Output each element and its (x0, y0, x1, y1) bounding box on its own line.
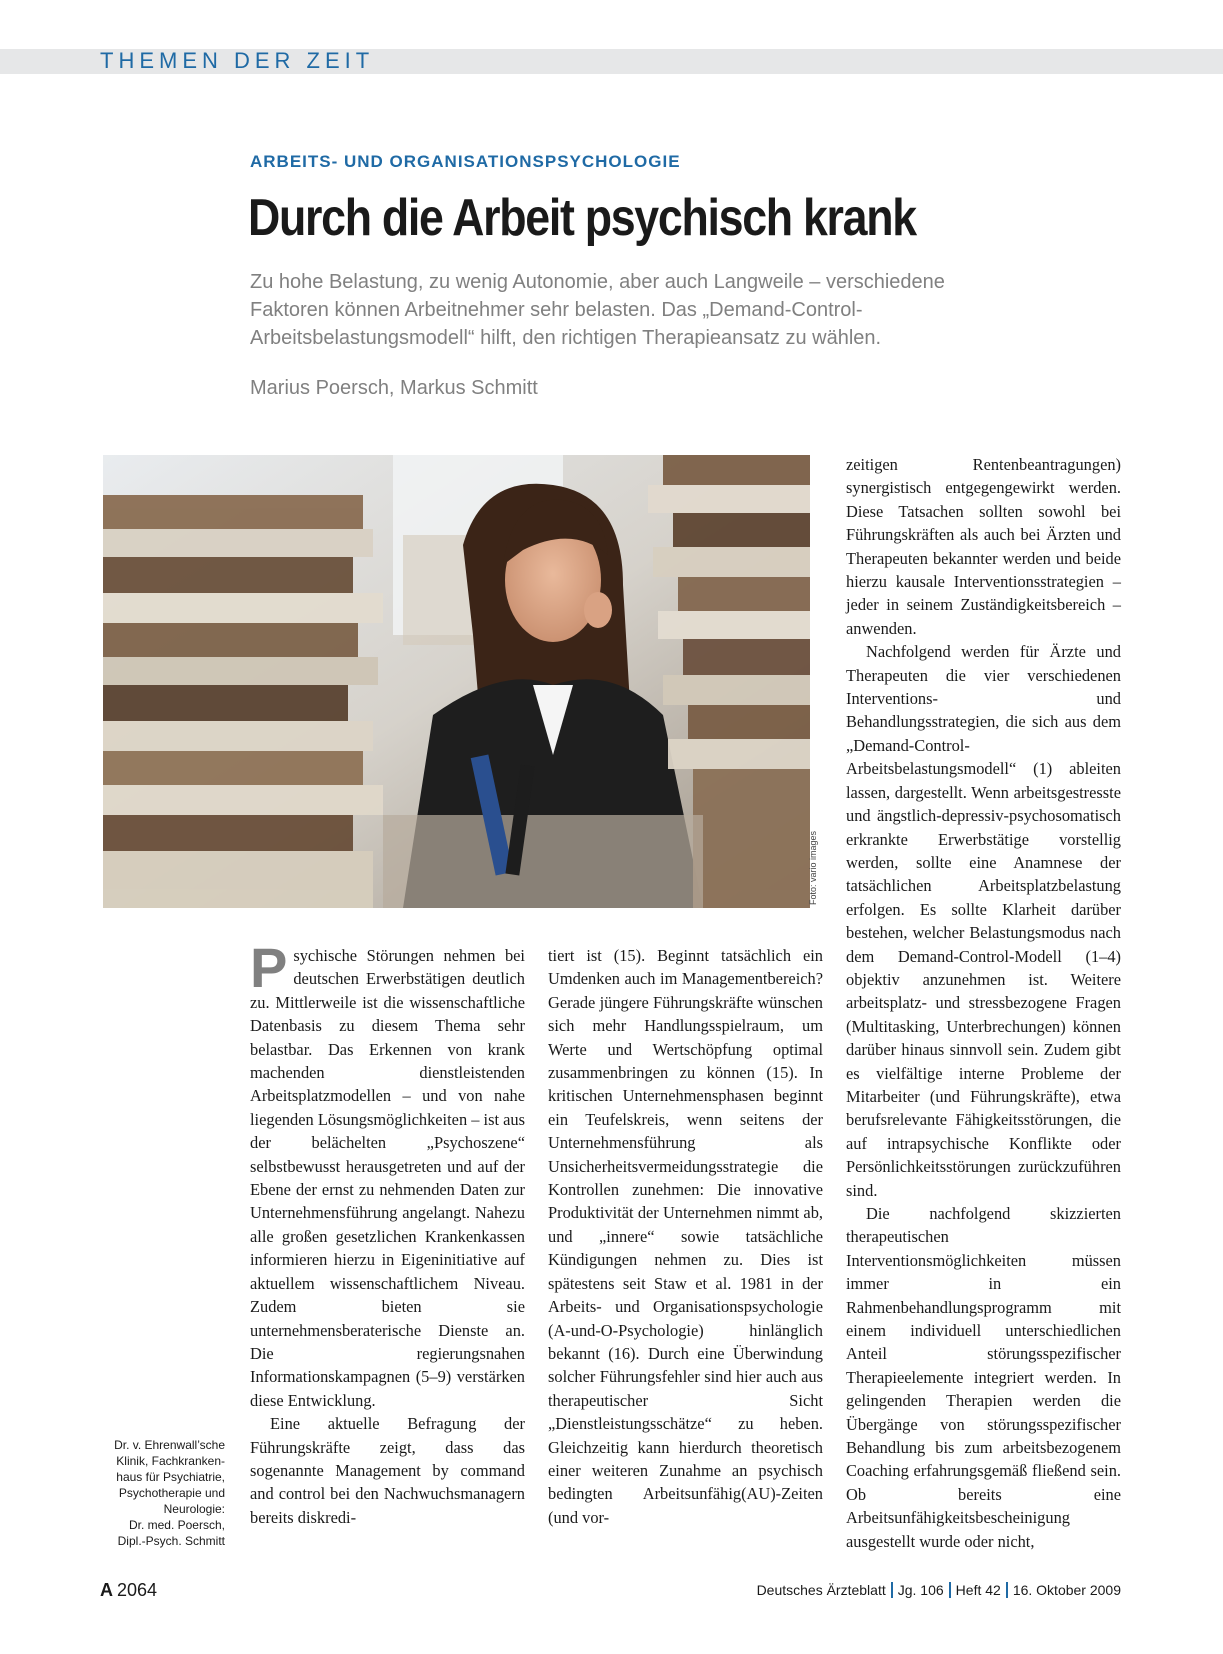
footer-divider (949, 1582, 951, 1598)
paragraph: tiert ist (15). Beginnt tatsächlich ein Umdenken auch im Managementbereich? Gerade jüngere Führungskräfte wünschen sich mehr Handlungsspielraum, um Werte und Wertschöpfung optimal zusammenbringen zu können (15). In kritischen Unternehmensphasen beginnt ein Teufelskreis, wenn seitens der Unternehmensführung als Unsicherheitsvermeidungsstrategie die Kontrollen zunehmen: Die innovative Produktivität der Unternehmen nimmt ab, und „innere“ sowie tatsächliche Kündigungen nehmen zu. Dies ist spätestens seit Staw et al. 1981 in der Arbeits- und Organisationspsychologie (A-und-O-Psychologie) hinlänglich bekannt (16). Durch eine Überwindung solcher Führungsfehler sind hier auch aus therapeutischer Sicht „Dienstleistungsschätze“ zu heben. Gleichzeitig kann hierdurch theoretisch einer weiteren Zunahme an psychisch bedingten Arbeitsunfähig(AU)-Zeiten (und vor- (548, 946, 823, 1527)
deck-line: Faktoren können Arbeitnehmer sehr belasten. Das „Demand-Control- (250, 299, 863, 321)
office-photo-illustration (103, 455, 810, 908)
dropcap: P (250, 936, 288, 999)
journal-volume: Jg. 106 (897, 1582, 944, 1598)
footer-divider (1006, 1582, 1008, 1598)
article-authors: Marius Poersch, Markus Schmitt (250, 377, 538, 399)
journal-name: Deutsches Ärzteblatt (756, 1582, 886, 1598)
paragraph: Nachfolgend werden für Ärzte und Therapeuten die vier verschiedenen Interventions- und Behandlungsstrategien, die sich aus dem „Demand-Control-Arbeitsbelastungsmodell“ (1) ableiten lassen, dargestellt. Wenn arbeitsgestresste und ängstlich-depressiv-psychosomatisch erkrankte Erwerbstätige vorstellig werden, sollte eine Anamnese der tatsächlichen Arbeitsplatzbelastung erfolgen. Es sollte Klarheit darüber bestehen, welcher Belastungsmodus nach dem Demand-Control-Modell (1–4) objektiv anzunehmen ist. Weitere arbeitsplatz- und stressbezogene Fragen (Multitasking, Unterbrechungen) können darüber hinaus sinnvoll sein. Zudem gibt es vielfältige interne Probleme der Mitarbeiter (und Führungskräfte), etwa berufsrelevante Fähigkeitsstörungen, die auf intrapsychische Konflikte oder Persönlichkeitsstörungen zurückzuführen sind. (846, 642, 1121, 1200)
affiliation-line: Klinik, Fachkranken- (116, 1454, 225, 1468)
affiliation-line: haus für Psychiatrie, (116, 1470, 225, 1484)
affiliation-line: Psychotherapie und (118, 1486, 225, 1500)
paragraph: Die nachfolgend skizzierten therapeutischen Interventionsmöglichkeiten müssen immer in ein Rahmenbehandlungsprogramm mit einem individuell unterschiedlichen Anteil störungsspezifischer Therapieelemente integriert werden. In gelingenden Therapien werden die Übergänge von störungsspezifischer Behandlung bis zum arbeitsbezogenem Coaching erfahrungsgemäß fließend sein. Ob bereits eine Arbeitsunfähigkeitsbescheinigung ausgestellt wurde oder nicht, (846, 1204, 1121, 1551)
journal-footer (757, 1582, 1121, 1598)
affiliation-line: Dr. v. Ehrenwall’sche (114, 1438, 225, 1452)
article-title: Durch die Arbeit psychisch krank (248, 189, 916, 247)
deck-line: Arbeitsbelastungsmodell“ hilft, den richtigen Therapieansatz zu wählen. (250, 327, 882, 349)
article-kicker: ARBEITS- UND ORGANISATIONSPSYCHOLOGIE (250, 152, 681, 171)
text-column-2 (548, 944, 823, 1529)
author-affiliation (90, 1437, 225, 1549)
affiliation-line: Dr. med. Poersch, (128, 1518, 225, 1532)
journal-date: 16. Oktober 2009 (1012, 1582, 1121, 1598)
page-prefix: A (100, 1580, 113, 1600)
affiliation-line: Neurologie: (163, 1502, 225, 1516)
page-number-value: 2064 (117, 1580, 158, 1600)
paragraph: zeitigen Rentenbeantragungen) synergistisch entgegengewirkt werden. Diese Tatsachen sollten sowohl bei Führungskräften als auch bei Ärzten und Therapeuten bekannter werden und beide hierzu kausale Interventionsstrategien – jeder in seinem Zuständigkeitsbereich – anwenden. (846, 455, 1121, 638)
deck-line: Zu hohe Belastung, zu wenig Autonomie, aber auch Langweile – verschiedene (250, 271, 945, 293)
text-column-3 (846, 453, 1121, 1553)
photo-credit: Foto: vario images (808, 830, 818, 905)
paragraph (250, 936, 525, 1412)
footer-divider (891, 1582, 893, 1598)
paragraph-text: sychische Störungen nehmen bei deutschen Erwerbstätigen deutlich zu. Mittlerweile ist die wissenschaftliche Datenbasis zu diesem Thema sehr belastbar. Das Erkennen von krank machenden dienstleistenden Arbeitsplatzmodellen – und von nahe liegenden Lösungsmöglichkeiten – ist aus der belächelten „Psychoszene“ selbstbewusst herausgetreten und auf der Ebene der ernst zu nehmenden Daten zur Unternehmensführung angelangt. Nahezu alle großen gesetzlichen Krankenkassen informieren hierzu in Eigeninitiative auf aktuellem wissenschaftlichem Niveau. Zudem bieten sie unternehmensberaterische Dienste an. Die regierungsnahen Informationskampagnen (5–9) verstärken diese Entwicklung. (250, 946, 525, 1410)
paragraph: Eine aktuelle Befragung der Führungskräfte zeigt, dass das sogenannte Management by command and control bei den Nachwuchsmanagern bereits diskredi- (250, 1414, 525, 1527)
article-photo (103, 455, 810, 908)
page-number (100, 1580, 157, 1601)
journal-issue: Heft 42 (955, 1582, 1001, 1598)
affiliation-line: Dipl.-Psych. Schmitt (117, 1534, 225, 1548)
section-label: THEMEN DER ZEIT (100, 48, 375, 73)
article-deck (250, 268, 1110, 352)
text-column-1 (250, 936, 525, 1529)
